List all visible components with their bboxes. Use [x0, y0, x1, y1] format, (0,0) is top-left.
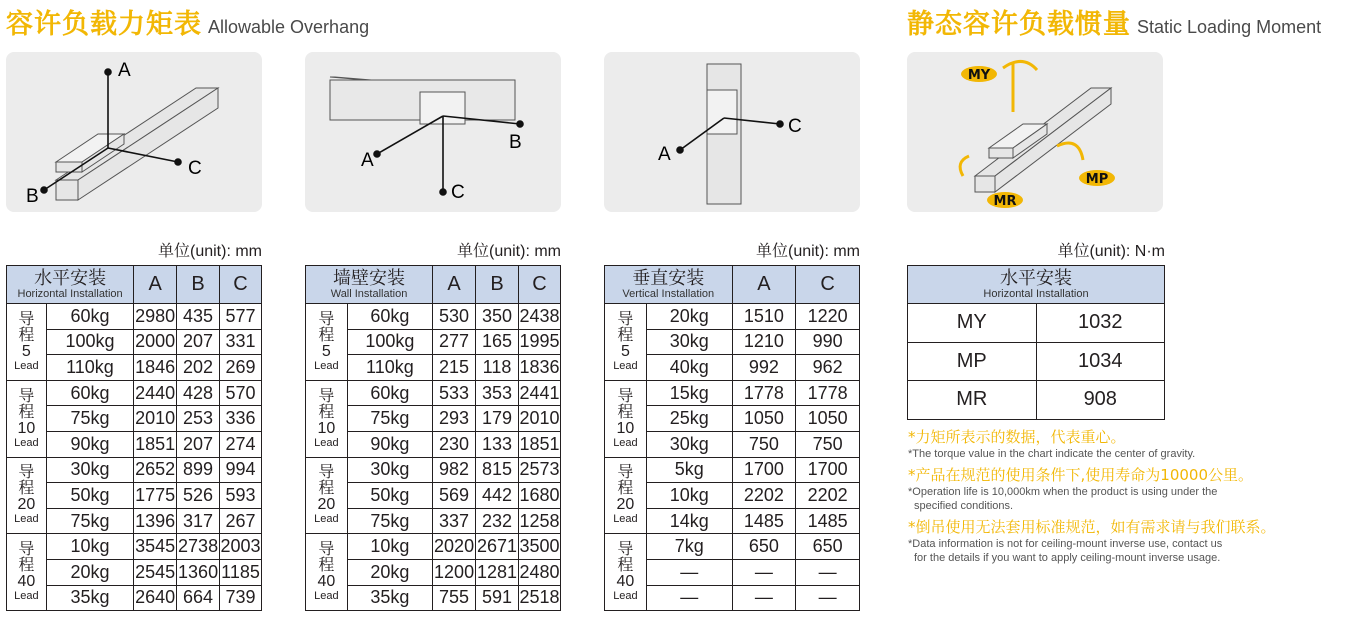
note-en: [908, 537, 1363, 565]
lead-zh: 程: [18, 557, 35, 575]
vertical-diagram-svg: [604, 52, 860, 212]
value-cell: 533: [433, 380, 476, 406]
installation-header: [306, 266, 433, 304]
lead-zh: 程: [617, 403, 634, 421]
moment-row: [908, 381, 1165, 420]
lead-cell: [605, 457, 647, 534]
lead-zh: 导: [318, 541, 335, 559]
load-cell: 100kg: [46, 329, 133, 355]
lead-zh: 程: [318, 326, 335, 344]
value-cell: 2480: [518, 559, 560, 585]
lead-cell: [306, 380, 348, 457]
load-cell: 60kg: [46, 304, 133, 330]
load-cell: 90kg: [347, 431, 432, 457]
value-cell: 331: [220, 329, 262, 355]
lead-cell: [7, 534, 47, 611]
lead-en: Lead: [314, 359, 339, 372]
label-mr: MR: [993, 194, 1017, 209]
moment-header-zh: 水平安装: [1000, 268, 1072, 288]
moment-value: 1032: [1036, 304, 1165, 343]
installation-header-zh: 垂直安装: [632, 268, 705, 288]
lead-value: 20: [317, 496, 336, 514]
load-cell: 10kg: [646, 483, 732, 509]
value-cell: 1210: [732, 329, 796, 355]
lead-zh: 导: [18, 464, 35, 482]
load-cell: 75kg: [46, 406, 133, 432]
value-cell: 650: [796, 534, 860, 560]
load-cell: 10kg: [347, 534, 432, 560]
lead-value: 20: [17, 496, 36, 514]
load-cell: 60kg: [347, 380, 432, 406]
label-my: MY: [967, 68, 991, 83]
installation-header-en: Vertical Installation: [622, 288, 715, 300]
value-cell: 232: [476, 508, 519, 534]
table-row: [605, 304, 860, 330]
value-cell: 755: [433, 585, 476, 611]
value-cell: 994: [220, 457, 262, 483]
table-row: [7, 457, 262, 483]
value-cell: —: [796, 585, 860, 611]
moment-value: 908: [1036, 381, 1165, 420]
note-en: [908, 447, 1363, 461]
value-cell: 2202: [796, 483, 860, 509]
value-cell: 3500: [518, 534, 560, 560]
lead-cell: [605, 534, 647, 611]
label-a: A: [118, 60, 131, 81]
table-header-row: [306, 266, 561, 304]
installation-header-en: Wall Installation: [330, 288, 408, 300]
lead-zh: 导: [318, 310, 335, 328]
lead-zh: 导: [18, 387, 35, 405]
vertical-diagram: [604, 52, 860, 212]
value-cell: 1200: [433, 559, 476, 585]
value-cell: 530: [433, 304, 476, 330]
value-cell: 1680: [518, 483, 560, 509]
value-cell: 815: [476, 457, 519, 483]
installation-header-en: Horizontal Installation: [17, 288, 123, 300]
value-cell: 350: [476, 304, 519, 330]
value-cell: 2010: [518, 406, 560, 432]
load-cell: 14kg: [646, 508, 732, 534]
load-cell: 30kg: [646, 329, 732, 355]
table-row: [306, 534, 561, 560]
load-cell: 30kg: [46, 457, 133, 483]
value-cell: 317: [177, 508, 220, 534]
value-cell: 2640: [134, 585, 177, 611]
value-cell: 1220: [796, 304, 860, 330]
value-cell: 353: [476, 380, 519, 406]
load-cell: 30kg: [646, 431, 732, 457]
label-a: A: [658, 144, 671, 165]
load-cell: 90kg: [46, 431, 133, 457]
lead-zh: 导: [318, 464, 335, 482]
value-cell: 739: [220, 585, 262, 611]
lead-en: Lead: [613, 359, 638, 372]
lead-zh: 程: [18, 326, 35, 344]
label-b: B: [26, 186, 39, 207]
value-cell: 1258: [518, 508, 560, 534]
value-cell: 577: [220, 304, 262, 330]
value-cell: —: [732, 585, 796, 611]
lead-value: 5: [321, 342, 331, 360]
value-cell: 337: [433, 508, 476, 534]
load-cell: 20kg: [646, 304, 732, 330]
value-cell: 982: [433, 457, 476, 483]
value-cell: 1836: [518, 355, 560, 381]
lead-value: 10: [317, 419, 336, 437]
value-cell: 1281: [476, 559, 519, 585]
horizontal-table: [6, 265, 262, 611]
horizontal-diagram: [6, 52, 262, 212]
value-cell: 650: [732, 534, 796, 560]
lead-cell: [7, 457, 47, 534]
note-en-line: *Data information is not for ceiling-mount inverse use, contact us: [908, 538, 1223, 550]
value-cell: 215: [433, 355, 476, 381]
note-zh: *产品在规范的使用条件下,使用寿命为10000公里。: [908, 466, 1253, 484]
note-en-line: specified conditions.: [914, 500, 1014, 512]
moment-table: [907, 265, 1165, 420]
value-cell: 593: [220, 483, 262, 509]
lead-value: 10: [17, 419, 36, 437]
value-cell: 2202: [732, 483, 796, 509]
load-cell: 110kg: [46, 355, 133, 381]
label-c: C: [788, 116, 802, 137]
value-cell: 1778: [732, 380, 796, 406]
load-cell: 50kg: [46, 483, 133, 509]
lead-zh: 导: [617, 310, 634, 328]
lead-cell: [306, 534, 348, 611]
column-header: A: [732, 266, 796, 304]
value-cell: 253: [177, 406, 220, 432]
lead-en: Lead: [613, 436, 638, 449]
value-cell: 992: [732, 355, 796, 381]
note-en-line: *Operation life is 10,000km when the product is using under the: [908, 486, 1218, 498]
unit-vertical: 单位(unit): mm: [755, 243, 860, 260]
lead-en: Lead: [14, 590, 39, 603]
lead-cell: [306, 304, 348, 381]
value-cell: 899: [177, 457, 220, 483]
lead-zh: 导: [318, 387, 335, 405]
load-cell: 100kg: [347, 329, 432, 355]
value-cell: 1485: [732, 508, 796, 534]
label-a: A: [361, 150, 374, 171]
value-cell: 2545: [134, 559, 177, 585]
value-cell: 277: [433, 329, 476, 355]
lead-cell: [605, 380, 647, 457]
value-cell: 569: [433, 483, 476, 509]
lead-cell: [605, 304, 647, 381]
lead-en: Lead: [613, 513, 638, 526]
column-header: A: [134, 266, 177, 304]
load-cell: 75kg: [46, 508, 133, 534]
value-cell: 207: [177, 329, 220, 355]
value-cell: 2440: [134, 380, 177, 406]
value-cell: 267: [220, 508, 262, 534]
value-cell: 165: [476, 329, 519, 355]
value-cell: 1700: [796, 457, 860, 483]
value-cell: 1510: [732, 304, 796, 330]
load-cell: —: [646, 559, 732, 585]
installation-header: [7, 266, 134, 304]
table-row: [7, 534, 262, 560]
lead-zh: 程: [318, 403, 335, 421]
load-cell: 110kg: [347, 355, 432, 381]
moment-name: MP: [908, 342, 1037, 381]
value-cell: —: [732, 559, 796, 585]
value-cell: 1185: [220, 559, 262, 585]
lead-en: Lead: [14, 359, 39, 372]
value-cell: 1700: [732, 457, 796, 483]
load-cell: 25kg: [646, 406, 732, 432]
value-cell: 133: [476, 431, 519, 457]
lead-en: Lead: [314, 590, 339, 603]
value-cell: 118: [476, 355, 519, 381]
moment-name: MY: [908, 304, 1037, 343]
value-cell: 2438: [518, 304, 560, 330]
value-cell: 1050: [732, 406, 796, 432]
lead-value: 40: [317, 573, 336, 591]
load-cell: 35kg: [46, 585, 133, 611]
value-cell: 269: [220, 355, 262, 381]
installation-header-zh: 水平安装: [34, 268, 107, 288]
note-zh: *力矩所表示的数据，代表重心。: [908, 428, 1126, 446]
lead-value: 40: [17, 573, 36, 591]
value-cell: 230: [433, 431, 476, 457]
value-cell: 750: [732, 431, 796, 457]
lead-en: Lead: [14, 436, 39, 449]
value-cell: 1360: [177, 559, 220, 585]
lead-zh: 程: [318, 557, 335, 575]
table-row: [605, 534, 860, 560]
lead-zh: 导: [18, 310, 35, 328]
wall-table: [305, 265, 561, 611]
load-cell: 20kg: [46, 559, 133, 585]
vertical-table: [604, 265, 860, 611]
value-cell: 526: [177, 483, 220, 509]
value-cell: 1485: [796, 508, 860, 534]
value-cell: 990: [796, 329, 860, 355]
lead-en: Lead: [613, 590, 638, 603]
table-row: [306, 304, 561, 330]
lead-zh: 程: [318, 480, 335, 498]
value-cell: 2738: [177, 534, 220, 560]
note-en-line: *The torque value in the chart indicate the center of gravity.: [908, 448, 1196, 460]
table-row: [7, 304, 262, 330]
label-b: B: [509, 132, 522, 153]
moment-diagram: [907, 52, 1163, 212]
load-cell: 60kg: [46, 380, 133, 406]
value-cell: 336: [220, 406, 262, 432]
moment-name: MR: [908, 381, 1037, 420]
value-cell: 2652: [134, 457, 177, 483]
value-cell: 1778: [796, 380, 860, 406]
unit-horizontal: 单位(unit): mm: [157, 243, 262, 260]
moment-header-en: Horizontal Installation: [983, 288, 1089, 300]
value-cell: 1396: [134, 508, 177, 534]
moment-header: [908, 266, 1165, 304]
column-header: B: [476, 266, 519, 304]
overhang-title: [6, 2, 369, 41]
value-cell: 1846: [134, 355, 177, 381]
lead-en: Lead: [314, 513, 339, 526]
value-cell: 1851: [518, 431, 560, 457]
label-c: C: [188, 158, 202, 179]
moment-diagram-svg: [907, 52, 1163, 212]
column-header: C: [220, 266, 262, 304]
overhang-title-en: Allowable Overhang: [208, 17, 370, 37]
value-cell: 664: [177, 585, 220, 611]
lead-value: 40: [616, 573, 635, 591]
horizontal-diagram-svg: [6, 52, 262, 212]
value-cell: 179: [476, 406, 519, 432]
wall-diagram-svg: [305, 52, 561, 212]
value-cell: 2980: [134, 304, 177, 330]
table-row: [306, 457, 561, 483]
load-cell: 5kg: [646, 457, 732, 483]
value-cell: 2441: [518, 380, 560, 406]
value-cell: 3545: [134, 534, 177, 560]
table-row: [605, 457, 860, 483]
lead-zh: 程: [617, 557, 634, 575]
load-cell: 75kg: [347, 508, 432, 534]
value-cell: 2000: [134, 329, 177, 355]
value-cell: 1995: [518, 329, 560, 355]
unit-wall: 单位(unit): mm: [456, 243, 561, 260]
lead-value: 20: [616, 496, 635, 514]
label-c: C: [451, 182, 465, 203]
value-cell: 428: [177, 380, 220, 406]
lead-zh: 导: [617, 464, 634, 482]
column-header: A: [433, 266, 476, 304]
load-cell: 35kg: [347, 585, 432, 611]
value-cell: 2010: [134, 406, 177, 432]
value-cell: 202: [177, 355, 220, 381]
overhang-title-zh: 容许负载力矩表: [6, 9, 202, 40]
lead-zh: 导: [617, 387, 634, 405]
moment-title-zh: 静态容许负载惯量: [907, 9, 1131, 40]
load-cell: 75kg: [347, 406, 432, 432]
value-cell: 750: [796, 431, 860, 457]
table-row: [605, 380, 860, 406]
value-cell: 1050: [796, 406, 860, 432]
column-header: B: [177, 266, 220, 304]
load-cell: 15kg: [646, 380, 732, 406]
lead-zh: 程: [617, 326, 634, 344]
value-cell: 435: [177, 304, 220, 330]
lead-en: Lead: [314, 436, 339, 449]
value-cell: 442: [476, 483, 519, 509]
column-header: C: [518, 266, 560, 304]
lead-cell: [7, 304, 47, 381]
lead-zh: 程: [18, 480, 35, 498]
value-cell: 2020: [433, 534, 476, 560]
value-cell: 570: [220, 380, 262, 406]
value-cell: 2003: [220, 534, 262, 560]
value-cell: 2518: [518, 585, 560, 611]
lead-cell: [306, 457, 348, 534]
column-header: C: [796, 266, 860, 304]
value-cell: 1851: [134, 431, 177, 457]
wall-diagram: [305, 52, 561, 212]
installation-header-zh: 墙壁安装: [333, 268, 406, 288]
moment-title: [907, 2, 1321, 41]
lead-value: 5: [620, 342, 630, 360]
load-cell: 7kg: [646, 534, 732, 560]
lead-cell: [7, 380, 47, 457]
note-en: [908, 485, 1363, 513]
load-cell: 50kg: [347, 483, 432, 509]
unit-moment: 单位(unit): N·m: [1057, 243, 1165, 260]
load-cell: 60kg: [347, 304, 432, 330]
value-cell: 2671: [476, 534, 519, 560]
load-cell: 40kg: [646, 355, 732, 381]
moment-value: 1034: [1036, 342, 1165, 381]
load-cell: —: [646, 585, 732, 611]
moment-row: [908, 342, 1165, 381]
moment-title-en: Static Loading Moment: [1137, 17, 1322, 37]
lead-zh: 程: [18, 403, 35, 421]
value-cell: 274: [220, 431, 262, 457]
table-header-row: [605, 266, 860, 304]
load-cell: 20kg: [347, 559, 432, 585]
lead-zh: 导: [617, 541, 634, 559]
installation-header: [605, 266, 733, 304]
label-mp: MP: [1085, 172, 1109, 187]
load-cell: 10kg: [46, 534, 133, 560]
moment-row: [908, 304, 1165, 343]
note-zh: *倒吊使用无法套用标准规范，如有需求请与我们联系。: [908, 518, 1276, 536]
value-cell: 2573: [518, 457, 560, 483]
notes: [908, 427, 1363, 569]
lead-zh: 程: [617, 480, 634, 498]
table-row: [7, 380, 262, 406]
value-cell: 962: [796, 355, 860, 381]
lead-value: 5: [21, 342, 31, 360]
lead-en: Lead: [14, 513, 39, 526]
table-row: [306, 380, 561, 406]
value-cell: 293: [433, 406, 476, 432]
value-cell: 591: [476, 585, 519, 611]
note-en-line: for the details if you want to apply ceiling-mount inverse usage.: [914, 552, 1221, 564]
value-cell: 207: [177, 431, 220, 457]
lead-value: 10: [616, 419, 635, 437]
lead-zh: 导: [18, 541, 35, 559]
load-cell: 30kg: [347, 457, 432, 483]
table-header-row: [7, 266, 262, 304]
value-cell: 1775: [134, 483, 177, 509]
value-cell: —: [796, 559, 860, 585]
